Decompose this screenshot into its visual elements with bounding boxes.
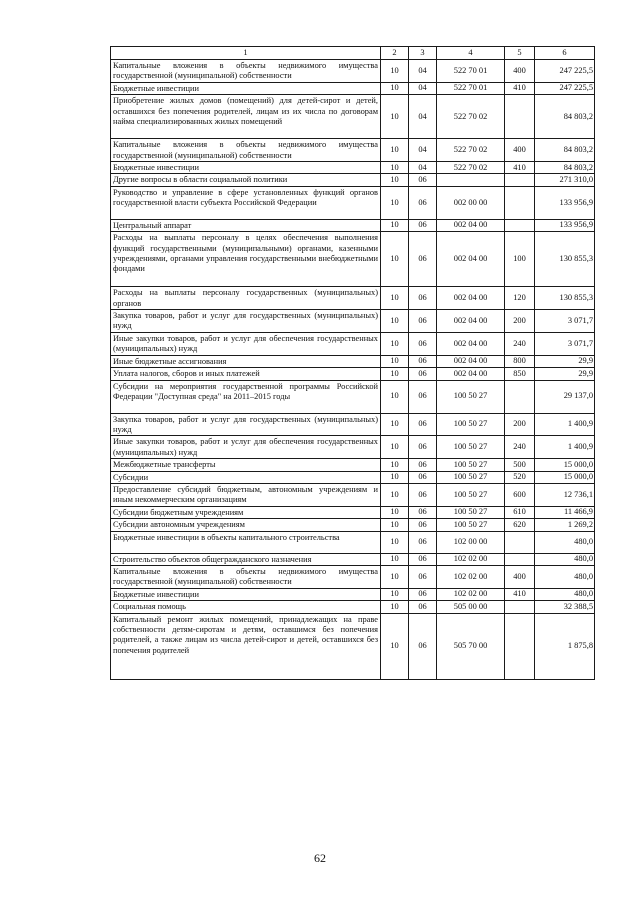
row-expense-type: 400	[505, 565, 535, 588]
row-section: 10	[381, 139, 409, 162]
row-amount: 3 071,7	[535, 310, 595, 333]
row-target-article: 002 04 00	[437, 232, 505, 287]
row-name: Другие вопросы в области социальной политики	[111, 174, 381, 186]
row-target-article: 505 70 00	[437, 613, 505, 679]
row-section: 10	[381, 531, 409, 553]
table-row	[111, 186, 595, 219]
table-row	[111, 459, 595, 471]
row-expense-type: 400	[505, 60, 535, 83]
row-name: Капитальные вложения в объекты недвижимого имущества государственной (муниципальной) собственности	[111, 60, 381, 83]
row-expense-type	[505, 601, 535, 613]
row-section: 10	[381, 60, 409, 83]
row-amount: 29,9	[535, 368, 595, 380]
row-amount: 15 000,0	[535, 471, 595, 483]
row-name: Иные бюджетные ассигнования	[111, 355, 381, 367]
row-expense-type: 200	[505, 310, 535, 333]
row-name: Социальная помощь	[111, 601, 381, 613]
row-expense-type: 800	[505, 355, 535, 367]
row-name: Субсидии автономным учреждениям	[111, 519, 381, 531]
row-section: 10	[381, 310, 409, 333]
row-target-article: 102 02 00	[437, 553, 505, 565]
row-expense-type	[505, 174, 535, 186]
row-subsection: 06	[409, 601, 437, 613]
row-amount: 11 466,9	[535, 506, 595, 518]
row-amount: 480,0	[535, 588, 595, 600]
row-expense-type	[505, 95, 535, 139]
header-col-name: 1	[111, 47, 381, 60]
row-target-article: 002 04 00	[437, 219, 505, 231]
row-subsection: 06	[409, 565, 437, 588]
row-subsection: 06	[409, 436, 437, 459]
table-row	[111, 162, 595, 174]
row-amount: 3 071,7	[535, 332, 595, 355]
table-row	[111, 139, 595, 162]
row-amount: 32 388,5	[535, 601, 595, 613]
row-subsection: 06	[409, 310, 437, 333]
row-expense-type: 410	[505, 162, 535, 174]
row-section: 10	[381, 287, 409, 310]
row-section: 10	[381, 162, 409, 174]
row-section: 10	[381, 459, 409, 471]
table-row	[111, 531, 595, 553]
row-section: 10	[381, 483, 409, 506]
row-target-article: 002 04 00	[437, 332, 505, 355]
table-row	[111, 60, 595, 83]
row-expense-type	[505, 380, 535, 413]
header-col-section: 2	[381, 47, 409, 60]
row-target-article: 522 70 02	[437, 139, 505, 162]
row-subsection: 06	[409, 459, 437, 471]
row-subsection: 06	[409, 232, 437, 287]
row-amount: 1 400,9	[535, 413, 595, 436]
row-name: Приобретение жилых домов (помещений) для детей-сирот и детей, оставшихся без попечения родителей, лицам из их числа по договорам найма специализированных жилых помещений	[111, 95, 381, 139]
row-subsection: 06	[409, 368, 437, 380]
row-amount: 247 225,5	[535, 60, 595, 83]
row-amount: 130 855,3	[535, 287, 595, 310]
row-expense-type	[505, 553, 535, 565]
header-row	[111, 47, 595, 60]
row-section: 10	[381, 436, 409, 459]
row-section: 10	[381, 471, 409, 483]
row-name: Бюджетные инвестиции	[111, 588, 381, 600]
row-subsection: 06	[409, 483, 437, 506]
row-expense-type	[505, 219, 535, 231]
row-section: 10	[381, 232, 409, 287]
row-target-article: 100 50 27	[437, 506, 505, 518]
row-amount: 15 000,0	[535, 459, 595, 471]
row-amount: 480,0	[535, 531, 595, 553]
row-amount: 271 310,0	[535, 174, 595, 186]
row-subsection: 06	[409, 471, 437, 483]
row-amount: 84 803,2	[535, 139, 595, 162]
header-col-amount: 6	[535, 47, 595, 60]
table-row	[111, 95, 595, 139]
row-name: Предоставление субсидий бюджетным, автономным учреждениям и иным некоммерческим организациям	[111, 483, 381, 506]
table-row	[111, 588, 595, 600]
row-section: 10	[381, 565, 409, 588]
table-row	[111, 471, 595, 483]
table-row	[111, 613, 595, 679]
row-section: 10	[381, 186, 409, 219]
row-name: Капитальные вложения в объекты недвижимого имущества государственной (муниципальной) собственности	[111, 139, 381, 162]
row-name: Расходы на выплаты персоналу государственных (муниципальных) органов	[111, 287, 381, 310]
row-section: 10	[381, 380, 409, 413]
row-target-article: 522 70 02	[437, 162, 505, 174]
table-row	[111, 436, 595, 459]
row-amount: 12 736,1	[535, 483, 595, 506]
table-row	[111, 355, 595, 367]
row-amount: 1 875,8	[535, 613, 595, 679]
row-name: Закупка товаров, работ и услуг для государственных (муниципальных) нужд	[111, 413, 381, 436]
row-section: 10	[381, 174, 409, 186]
row-name: Межбюджетные трансферты	[111, 459, 381, 471]
row-subsection: 06	[409, 174, 437, 186]
row-name: Субсидии	[111, 471, 381, 483]
row-subsection: 06	[409, 519, 437, 531]
row-name: Субсидии на мероприятия государственной программы Российской Федерации "Доступная среда" на 2011–2015 годы	[111, 380, 381, 413]
row-expense-type: 620	[505, 519, 535, 531]
row-target-article: 505 00 00	[437, 601, 505, 613]
row-section: 10	[381, 613, 409, 679]
table-row	[111, 82, 595, 94]
row-section: 10	[381, 82, 409, 94]
table-row	[111, 483, 595, 506]
row-expense-type: 500	[505, 459, 535, 471]
row-name: Иные закупки товаров, работ и услуг для обеспечения государственных (муниципальных) нужд	[111, 436, 381, 459]
row-target-article: 102 02 00	[437, 588, 505, 600]
row-target-article: 100 50 27	[437, 459, 505, 471]
row-amount: 84 803,2	[535, 162, 595, 174]
row-target-article: 100 50 27	[437, 483, 505, 506]
row-expense-type: 600	[505, 483, 535, 506]
row-subsection: 06	[409, 380, 437, 413]
row-section: 10	[381, 519, 409, 531]
row-section: 10	[381, 332, 409, 355]
row-amount: 29,9	[535, 355, 595, 367]
row-amount: 1 400,9	[535, 436, 595, 459]
table-row	[111, 565, 595, 588]
row-section: 10	[381, 355, 409, 367]
row-amount: 480,0	[535, 565, 595, 588]
row-section: 10	[381, 413, 409, 436]
row-subsection: 06	[409, 588, 437, 600]
row-target-article: 002 04 00	[437, 368, 505, 380]
row-name: Закупка товаров, работ и услуг для государственных (муниципальных) нужд	[111, 310, 381, 333]
header-col-expense-type: 5	[505, 47, 535, 60]
page-number: 62	[314, 851, 326, 865]
row-name: Бюджетные инвестиции	[111, 82, 381, 94]
row-expense-type: 240	[505, 436, 535, 459]
row-amount: 480,0	[535, 553, 595, 565]
row-expense-type	[505, 531, 535, 553]
row-subsection: 06	[409, 219, 437, 231]
table-row	[111, 310, 595, 333]
row-subsection: 06	[409, 287, 437, 310]
row-section: 10	[381, 553, 409, 565]
row-subsection: 04	[409, 162, 437, 174]
row-name: Уплата налогов, сборов и иных платежей	[111, 368, 381, 380]
row-section: 10	[381, 219, 409, 231]
row-expense-type: 240	[505, 332, 535, 355]
row-expense-type: 610	[505, 506, 535, 518]
row-section: 10	[381, 588, 409, 600]
row-name: Иные закупки товаров, работ и услуг для обеспечения государственных (муниципальных) нужд	[111, 332, 381, 355]
table-row	[111, 232, 595, 287]
row-expense-type: 200	[505, 413, 535, 436]
row-subsection: 04	[409, 139, 437, 162]
row-name: Расходы на выплаты персоналу в целях обеспечения выполнения функций государственными (муниципальными) органами, казенными учреждениями, органами управления государственными внебюджетными фондами	[111, 232, 381, 287]
row-expense-type: 520	[505, 471, 535, 483]
row-section: 10	[381, 506, 409, 518]
row-amount: 1 269,2	[535, 519, 595, 531]
row-subsection: 06	[409, 355, 437, 367]
table-row	[111, 174, 595, 186]
table-row	[111, 601, 595, 613]
row-amount: 130 855,3	[535, 232, 595, 287]
row-name: Капитальный ремонт жилых помещений, принадлежащих на праве собственности детям-сиротам и детям, оставшимся без попечения родителей, а также лицам из числа детей-сирот и детей, оставшихся без попечения родителей	[111, 613, 381, 679]
row-target-article	[437, 174, 505, 186]
row-subsection: 04	[409, 60, 437, 83]
row-target-article: 100 50 27	[437, 471, 505, 483]
row-subsection: 06	[409, 413, 437, 436]
row-expense-type: 400	[505, 139, 535, 162]
row-target-article: 002 00 00	[437, 186, 505, 219]
row-expense-type: 410	[505, 588, 535, 600]
row-target-article: 100 50 27	[437, 519, 505, 531]
row-section: 10	[381, 601, 409, 613]
row-target-article: 522 70 01	[437, 60, 505, 83]
row-name: Капитальные вложения в объекты недвижимого имущества государственной (муниципальной) собственности	[111, 565, 381, 588]
row-target-article: 102 00 00	[437, 531, 505, 553]
row-name: Руководство и управление в сфере установленных функций органов государственной власти субъекта Российской Федерации	[111, 186, 381, 219]
row-expense-type	[505, 186, 535, 219]
table-row	[111, 553, 595, 565]
row-amount: 133 956,9	[535, 219, 595, 231]
table-row	[111, 219, 595, 231]
row-subsection: 06	[409, 553, 437, 565]
row-subsection: 06	[409, 613, 437, 679]
row-target-article: 100 50 27	[437, 413, 505, 436]
row-expense-type: 100	[505, 232, 535, 287]
table-body	[111, 60, 595, 680]
row-section: 10	[381, 95, 409, 139]
row-name: Центральный аппарат	[111, 219, 381, 231]
table-row	[111, 332, 595, 355]
row-target-article: 100 50 27	[437, 436, 505, 459]
row-expense-type: 410	[505, 82, 535, 94]
header-col-subsection: 3	[409, 47, 437, 60]
row-amount: 84 803,2	[535, 95, 595, 139]
row-subsection: 06	[409, 506, 437, 518]
row-target-article: 522 70 01	[437, 82, 505, 94]
header-col-target-article: 4	[437, 47, 505, 60]
row-target-article: 102 02 00	[437, 565, 505, 588]
row-section: 10	[381, 368, 409, 380]
row-name: Строительство объектов общегражданского назначения	[111, 553, 381, 565]
row-target-article: 002 04 00	[437, 355, 505, 367]
row-subsection: 04	[409, 82, 437, 94]
row-amount: 29 137,0	[535, 380, 595, 413]
budget-table	[110, 46, 595, 680]
row-name: Субсидии бюджетным учреждениям	[111, 506, 381, 518]
row-expense-type	[505, 613, 535, 679]
row-name: Бюджетные инвестиции в объекты капитального строительства	[111, 531, 381, 553]
row-expense-type: 850	[505, 368, 535, 380]
table-row	[111, 368, 595, 380]
row-target-article: 522 70 02	[437, 95, 505, 139]
row-target-article: 002 04 00	[437, 310, 505, 333]
table-row	[111, 506, 595, 518]
row-amount: 133 956,9	[535, 186, 595, 219]
table-row	[111, 413, 595, 436]
row-subsection: 06	[409, 531, 437, 553]
row-target-article: 100 50 27	[437, 380, 505, 413]
table-row	[111, 287, 595, 310]
row-subsection: 06	[409, 332, 437, 355]
table-header	[111, 47, 595, 60]
row-subsection: 04	[409, 95, 437, 139]
row-amount: 247 225,5	[535, 82, 595, 94]
row-subsection: 06	[409, 186, 437, 219]
row-expense-type: 120	[505, 287, 535, 310]
table-row	[111, 519, 595, 531]
table-row	[111, 380, 595, 413]
row-name: Бюджетные инвестиции	[111, 162, 381, 174]
row-target-article: 002 04 00	[437, 287, 505, 310]
